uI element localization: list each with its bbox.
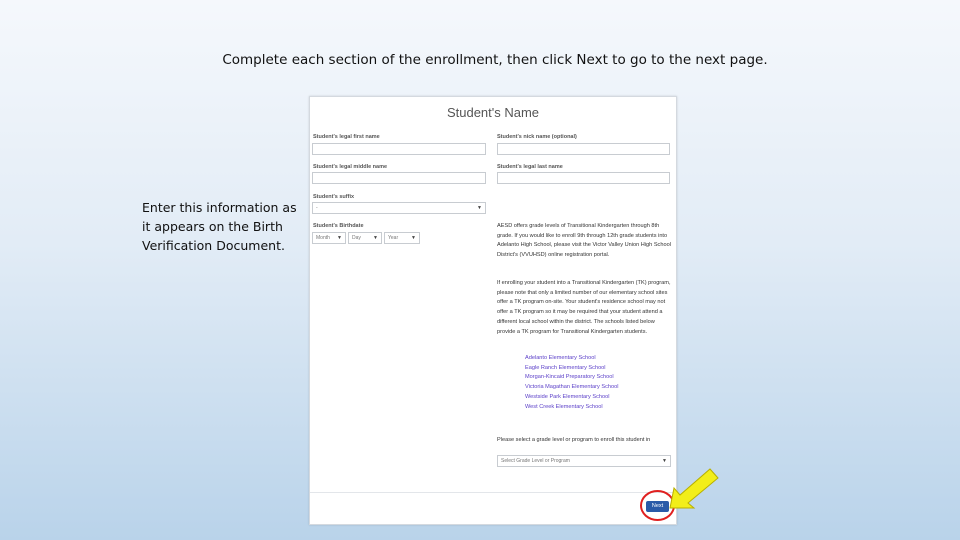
year-placeholder: Year — [388, 235, 399, 241]
grade-prompt: Please select a grade level or program to enroll this student in — [497, 437, 651, 443]
chevron-down-icon: ▼ — [337, 235, 342, 241]
form-title: Student's Name — [446, 105, 540, 120]
month-placeholder: Month — [316, 235, 330, 241]
tk-info-paragraph: AESD offers grade levels of Transitional Kindergarten through 8th grade. If you would like to enroll 9th through 12th grade students into Adelanto High School, please visit the Victor Valley Union High School District's (VVUHSD) online registration portal. — [497, 223, 671, 259]
chevron-down-icon: ▼ — [373, 235, 378, 241]
next-button[interactable]: Next — [646, 501, 669, 512]
nick-name-label: Student's nick name (optional) — [497, 134, 577, 140]
middle-name-label: Student's legal middle name — [313, 164, 388, 170]
school-link[interactable]: Adelanto Elementary School — [525, 355, 596, 361]
grade-level-select[interactable] — [497, 455, 671, 467]
school-list — [525, 354, 619, 412]
school-link[interactable]: Eagle Ranch Elementary School — [525, 364, 606, 371]
school-link[interactable]: Westside Park Elementary School — [525, 393, 610, 400]
birthdate-label: Student's Birthdate — [313, 223, 364, 229]
suffix-select[interactable] — [312, 202, 486, 214]
arrow-shape — [670, 469, 718, 508]
birth-year-select[interactable] — [384, 232, 420, 244]
chevron-down-icon: ▼ — [477, 205, 482, 211]
chevron-down-icon: ▼ — [662, 458, 667, 464]
last-name-label: Student's legal last name — [497, 164, 563, 170]
chevron-down-icon: ▼ — [411, 235, 416, 241]
middle-name-input[interactable] — [312, 172, 486, 184]
day-placeholder: Day — [352, 235, 361, 241]
suffix-label: Student's suffix — [313, 194, 355, 200]
suffix-value: - — [316, 205, 318, 211]
last-name-input[interactable] — [497, 172, 670, 184]
school-link[interactable]: Victoria Magathan Elementary School — [525, 384, 619, 391]
nick-name-input[interactable] — [497, 143, 670, 155]
first-name-input[interactable] — [312, 143, 486, 155]
school-link[interactable]: Morgan-Kincaid Preparatory School — [525, 374, 614, 381]
enrollment-form — [309, 96, 677, 525]
side-note: Enter this information as it appears on the Birth Verification Document. — [142, 200, 297, 253]
school-link[interactable]: West Creek Elementary School — [525, 403, 603, 410]
pointer-arrow-icon — [668, 466, 722, 512]
footer-divider — [310, 492, 676, 493]
grade-placeholder: Select Grade Level or Program — [501, 458, 570, 464]
slide-title: Complete each section of the enrollment, then click Next to go to the next page. — [222, 52, 768, 68]
tk-program-paragraph: If enrolling your student into a Transitional Kindergarten (TK) program, please note that only a limited number of our elementary school sites offer a TK program on-site. Your student's residence school may not offer a TK program so it may be required that your student attend a different local school within the district. The schools listed below provide a TK program for Transitional Kindergarten students. — [497, 280, 671, 335]
first-name-label: Student's legal first name — [313, 134, 380, 140]
birth-month-select[interactable] — [312, 232, 346, 244]
birth-day-select[interactable] — [348, 232, 382, 244]
